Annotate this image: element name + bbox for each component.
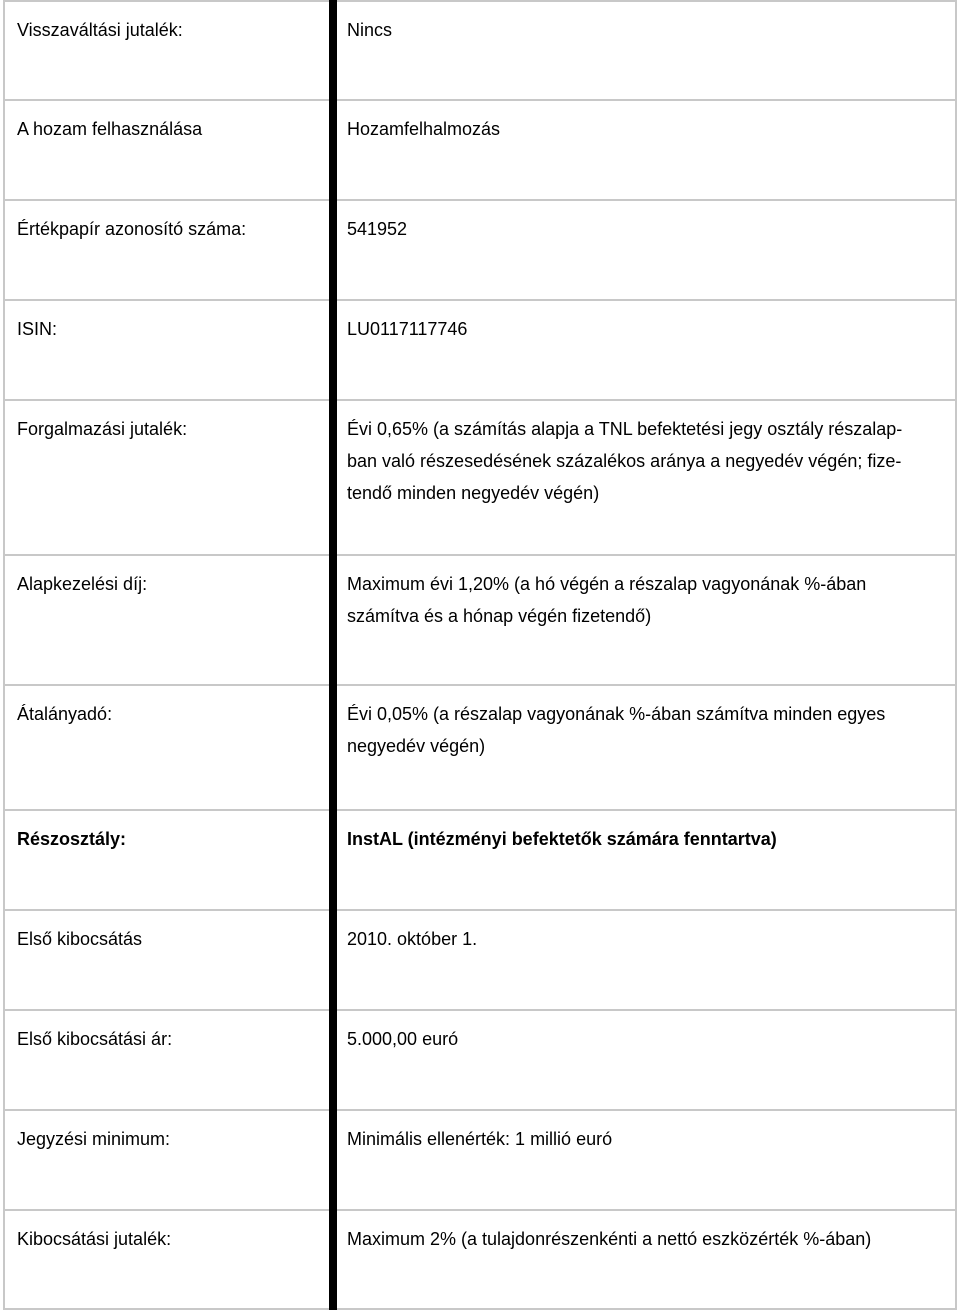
table-row	[4, 810, 956, 910]
fund-info-table	[3, 0, 957, 1310]
row-label-cell	[4, 910, 333, 1010]
row-value-cell	[333, 810, 956, 910]
row-value-cell	[333, 200, 956, 300]
table-row	[4, 400, 956, 555]
row-value-line: negyedév végén)	[347, 736, 486, 756]
row-value-line: tendő minden negyedév végén)	[347, 483, 600, 503]
table-row	[4, 200, 956, 300]
row-value: 5.000,00 euró	[347, 1029, 459, 1049]
row-value-multiline	[347, 686, 935, 762]
row-value: 2010. október 1.	[347, 929, 478, 949]
row-label: Jegyzési minimum:	[17, 1129, 171, 1149]
table-row	[4, 1210, 956, 1309]
row-label-cell	[4, 1, 333, 100]
row-label: Visszaváltási jutalék:	[17, 20, 183, 40]
table-row	[4, 1110, 956, 1210]
row-label: Alapkezelési díj:	[17, 574, 148, 594]
row-value-line: ban való részesedésének százalékos aránya a negyedév végén; fize-	[347, 451, 902, 471]
table-row	[4, 1, 956, 100]
row-label: Forgalmazási jutalék:	[17, 419, 188, 439]
row-value-cell	[333, 300, 956, 400]
row-value: Nincs	[347, 20, 393, 40]
row-label-cell	[4, 300, 333, 400]
row-value-cell	[333, 400, 956, 555]
row-value: InstAL (intézményi befektetők számára fenntartva)	[347, 829, 777, 849]
table-row	[4, 300, 956, 400]
row-label-cell	[4, 200, 333, 300]
row-label-cell	[4, 100, 333, 200]
row-value-multiline	[347, 401, 935, 509]
table-row	[4, 555, 956, 685]
row-label: Első kibocsátási ár:	[17, 1029, 173, 1049]
row-value-cell	[333, 685, 956, 810]
row-label-cell	[4, 400, 333, 555]
table-row	[4, 910, 956, 1010]
row-label: A hozam felhasználása	[17, 119, 203, 139]
row-label-cell	[4, 810, 333, 910]
row-value-line: Évi 0,05% (a részalap vagyonának %-ában számítva minden egyes	[347, 704, 886, 724]
row-label: Átalányadó:	[17, 704, 113, 724]
row-label: Értékpapír azonosító száma:	[17, 219, 247, 239]
row-value: Hozamfelhalmozás	[347, 119, 501, 139]
row-label-cell	[4, 1210, 333, 1309]
row-label: ISIN:	[17, 319, 58, 339]
row-value: Minimális ellenérték: 1 millió euró	[347, 1129, 613, 1149]
row-value: Maximum 2% (a tulajdonrészenkénti a nettó eszközérték %-ában)	[347, 1229, 872, 1249]
row-value-line: Maximum évi 1,20% (a hó végén a részalap vagyonának %-ában	[347, 574, 867, 594]
row-value-cell	[333, 100, 956, 200]
row-value-cell	[333, 555, 956, 685]
row-label: Első kibocsátás	[17, 929, 143, 949]
row-value-cell	[333, 1210, 956, 1309]
row-label-cell	[4, 1010, 333, 1110]
row-value: 541952	[347, 219, 408, 239]
row-label: Részosztály:	[17, 829, 127, 849]
row-value-cell	[333, 1010, 956, 1110]
row-value-cell	[333, 1110, 956, 1210]
row-value-line: számítva és a hónap végén fizetendő)	[347, 606, 652, 626]
row-label-cell	[4, 555, 333, 685]
row-label: Kibocsátási jutalék:	[17, 1229, 172, 1249]
row-value-cell	[333, 910, 956, 1010]
row-value-multiline	[347, 556, 935, 632]
row-value: LU0117117746	[347, 319, 468, 339]
row-value-line: Évi 0,65% (a számítás alapja a TNL befektetési jegy osztály részalap-	[347, 419, 903, 439]
row-value-cell	[333, 1, 956, 100]
table-row	[4, 685, 956, 810]
row-label-cell	[4, 1110, 333, 1210]
row-label-cell	[4, 685, 333, 810]
table-row	[4, 100, 956, 200]
table-row	[4, 1010, 956, 1110]
